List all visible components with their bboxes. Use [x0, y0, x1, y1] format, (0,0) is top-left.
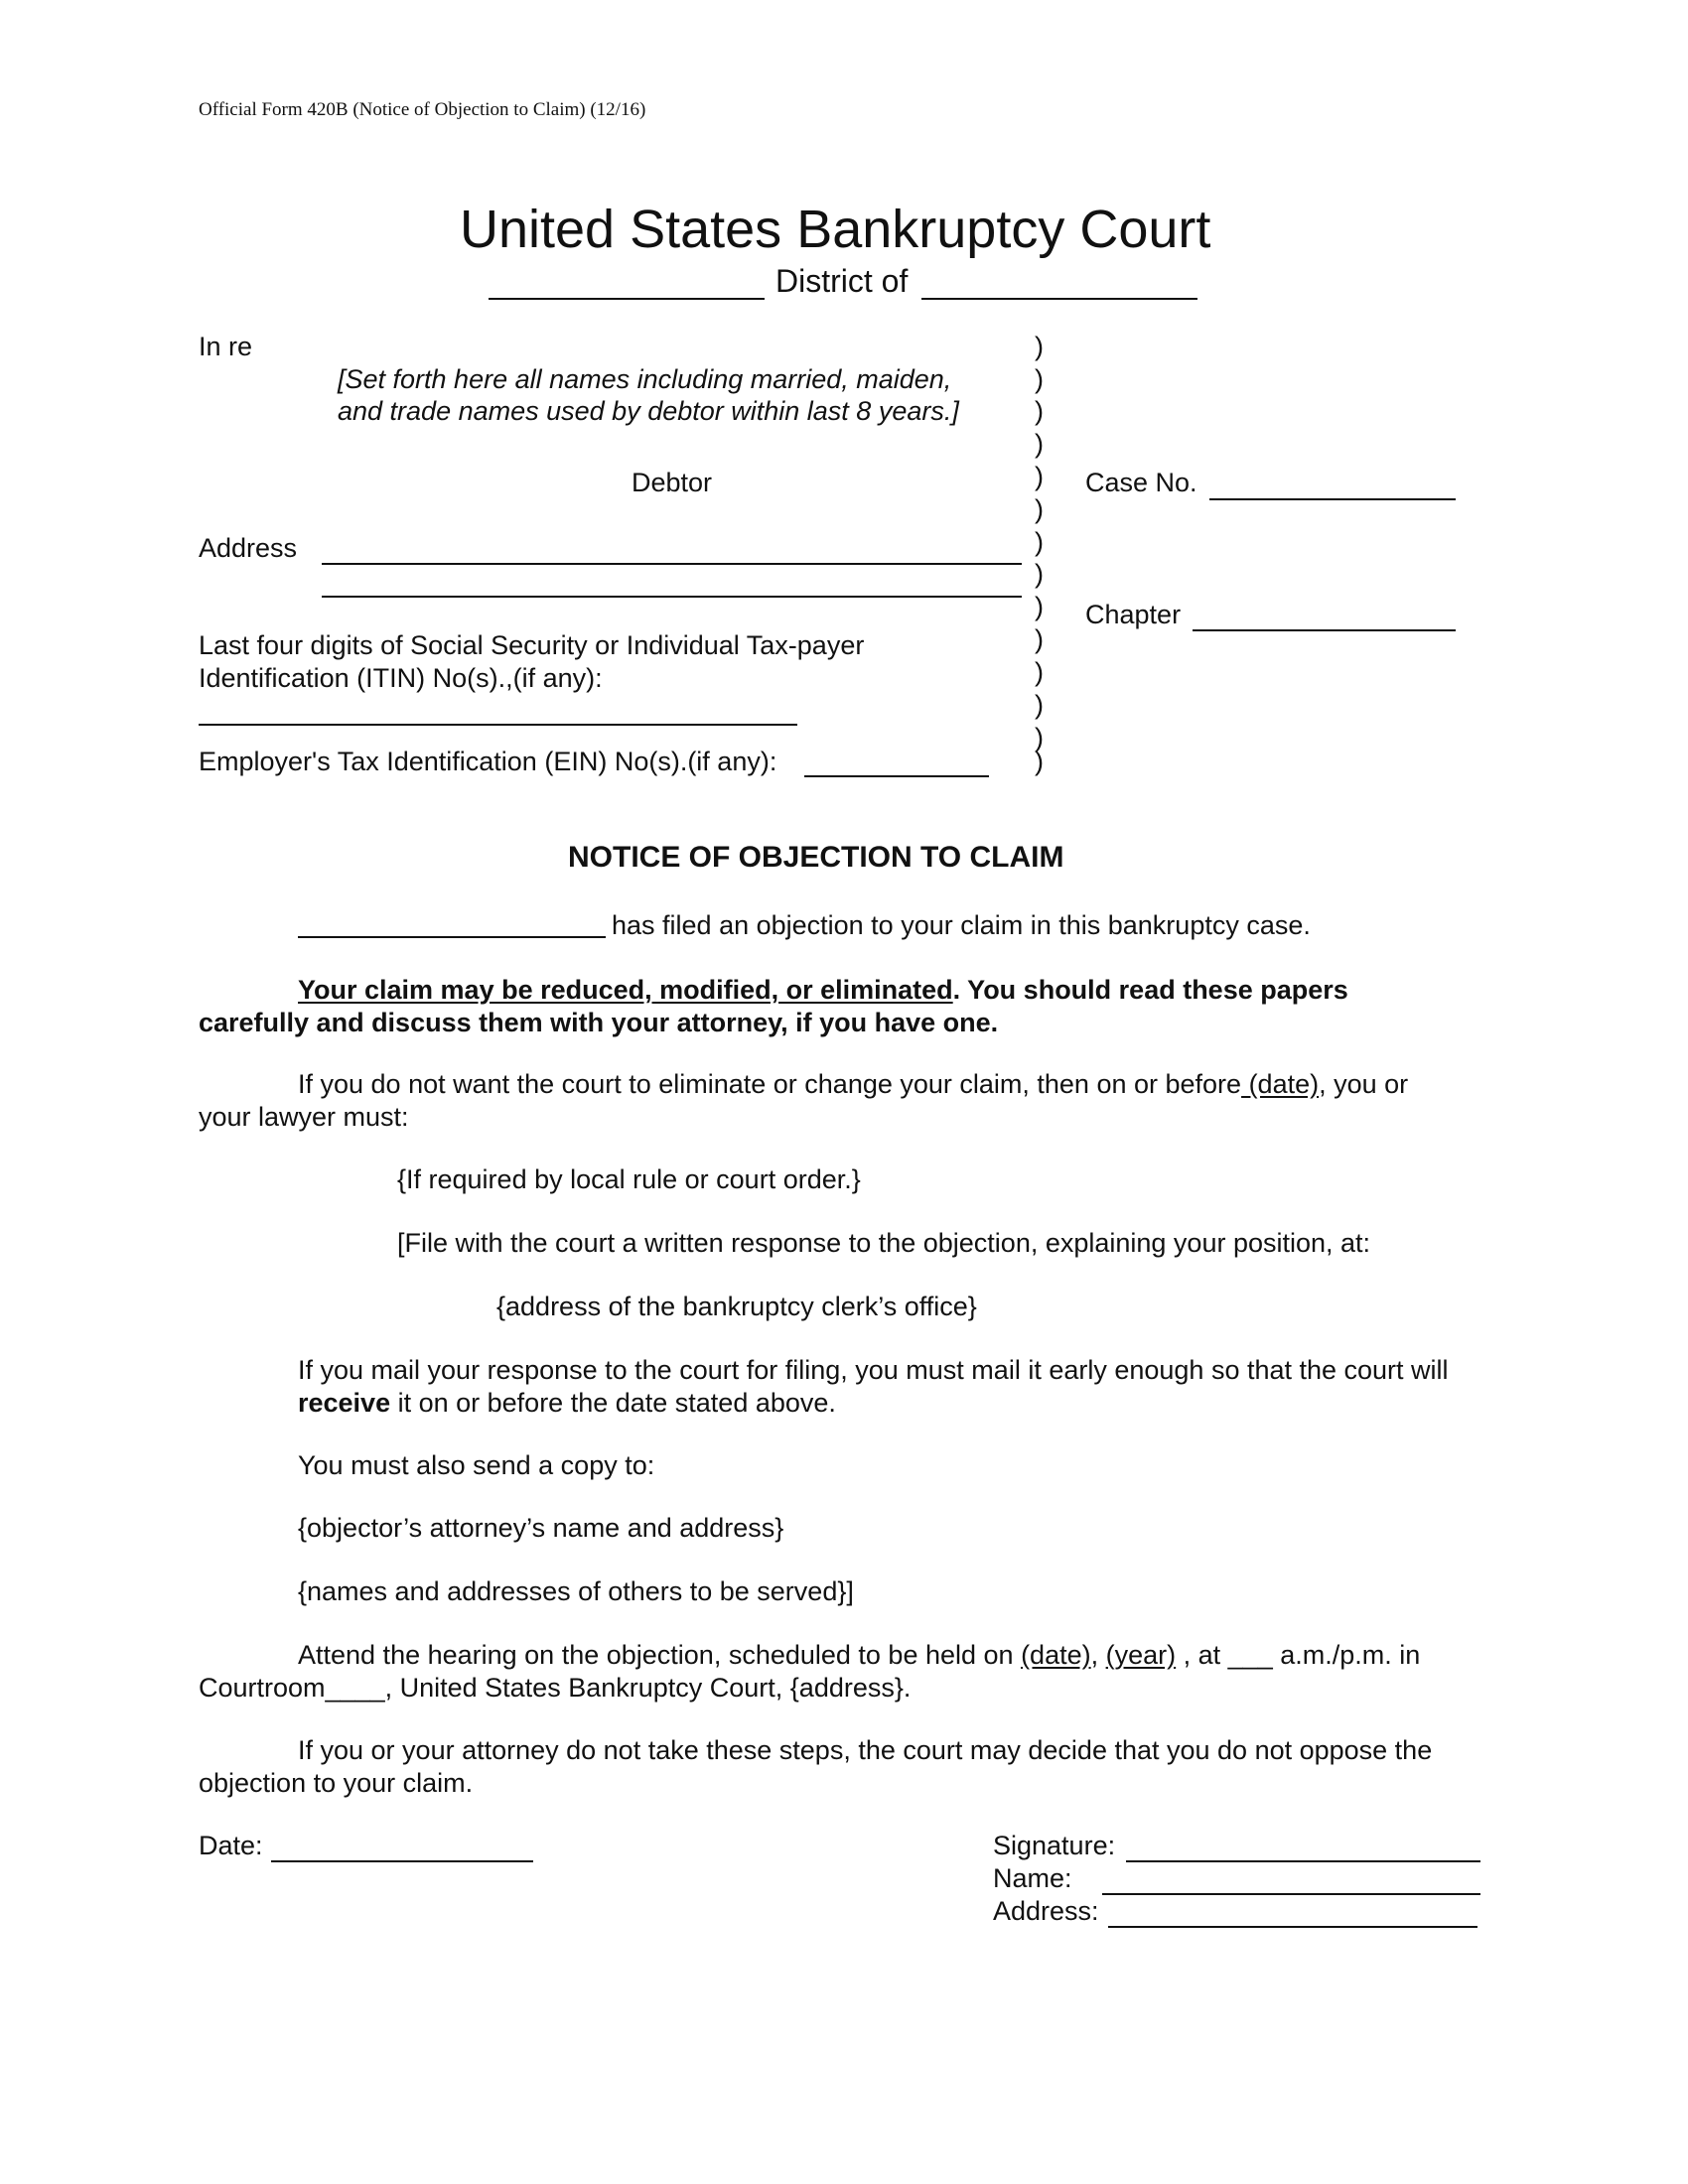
deadline-date-placeholder: (date)	[1241, 1069, 1320, 1099]
names-note-line2: and trade names used by debtor within last 8 years.]	[338, 396, 959, 426]
ssn-label-line2: Identification (ITIN) No(s).,(if any):	[199, 663, 603, 693]
ein-field[interactable]	[804, 775, 989, 777]
caption-paren: )	[1035, 429, 1044, 459]
local-rule-note: {If required by local rule or court order.}	[397, 1164, 861, 1194]
district-label: District of	[775, 263, 909, 299]
caption-paren: )	[1035, 657, 1044, 687]
caption-paren: )	[1035, 527, 1044, 557]
in-re-label: In re	[199, 332, 253, 361]
mail-rest: it on or before the date stated above.	[390, 1388, 836, 1418]
signer-address-field[interactable]	[1108, 1926, 1477, 1928]
names-note-line1: [Set forth here all names including married, maiden,	[338, 364, 952, 394]
date-label: Date:	[199, 1831, 263, 1860]
warning-underlined: Your claim may be reduced, modified, or eliminated	[298, 975, 953, 1005]
hearing-comma: ,	[1090, 1640, 1106, 1670]
debtor-label: Debtor	[632, 468, 713, 497]
warning-line2: carefully and discuss them with your attorney, if you have one.	[199, 1008, 999, 1037]
deadline-line1	[298, 1068, 1408, 1100]
caption-paren: )	[1035, 747, 1044, 776]
clerk-address: {address of the bankruptcy clerk’s office}	[496, 1292, 977, 1321]
deadline-line2: your lawyer must:	[199, 1102, 409, 1132]
caption-paren: )	[1035, 396, 1044, 426]
hearing-line1	[298, 1639, 1420, 1671]
date-field[interactable]	[271, 1860, 533, 1862]
form-id: Official Form 420B (Notice of Objection to Claim) (12/16)	[199, 99, 646, 120]
hearing-line2: Courtroom____, United States Bankruptcy Court, {address}.	[199, 1673, 912, 1703]
signature-label: Signature:	[993, 1831, 1116, 1860]
final-warning-line1: If you or your attorney do not take these steps, the court may decide that you do not oppose the	[298, 1735, 1433, 1765]
copy-to-text: You must also send a copy to:	[298, 1450, 655, 1480]
final-warning-line2: objection to your claim.	[199, 1768, 474, 1798]
others-served-placeholder: {names and addresses of others to be served}]	[298, 1576, 854, 1606]
warning-rest: . You should read these papers	[952, 975, 1348, 1005]
chapter-field[interactable]	[1193, 629, 1456, 631]
mail-line1: If you mail your response to the court for filing, you must mail it early enough so that the court will	[298, 1355, 1449, 1385]
caption-paren: )	[1035, 592, 1044, 621]
signature-field[interactable]	[1126, 1860, 1480, 1862]
hearing-year-placeholder: (year)	[1105, 1640, 1177, 1670]
mail-line2	[298, 1387, 836, 1419]
address-line-2[interactable]	[322, 596, 1022, 598]
district-blank-left[interactable]	[489, 298, 765, 300]
deadline-text-end: , you or	[1319, 1069, 1409, 1099]
notice-title: NOTICE OF OBJECTION TO CLAIM	[568, 841, 1064, 874]
caption-paren: )	[1035, 494, 1044, 524]
caption-paren: )	[1035, 690, 1044, 720]
case-no-label: Case No.	[1085, 468, 1197, 497]
warning-line1	[298, 974, 1348, 1006]
caption-paren: )	[1035, 723, 1044, 752]
filed-objection-text: has filed an objection to your claim in this bankruptcy case.	[612, 910, 1311, 940]
objector-attorney-placeholder: {objector’s attorney’s name and address}	[298, 1513, 784, 1543]
caption-paren: )	[1035, 332, 1044, 361]
ssn-field[interactable]	[199, 724, 797, 726]
name-field[interactable]	[1102, 1893, 1480, 1895]
ein-label: Employer's Tax Identification (EIN) No(s).(if any):	[199, 747, 777, 776]
case-no-field[interactable]	[1209, 498, 1456, 500]
chapter-label: Chapter	[1085, 600, 1182, 629]
hearing-time-text: , at ___ a.m./p.m. in	[1176, 1640, 1421, 1670]
caption-paren: )	[1035, 624, 1044, 654]
court-title: United States Bankruptcy Court	[460, 200, 1211, 259]
ssn-label-line1: Last four digits of Social Security or Individual Tax-payer	[199, 630, 865, 660]
signer-address-label: Address:	[993, 1896, 1099, 1926]
objector-name-blank[interactable]	[298, 936, 606, 938]
mail-receive-bold: receive	[298, 1388, 391, 1418]
name-label: Name:	[993, 1863, 1072, 1893]
caption-paren: )	[1035, 462, 1044, 491]
address-line-1[interactable]	[322, 563, 1022, 565]
file-response-instruction: [File with the court a written response to the objection, explaining your position, at:	[397, 1228, 1371, 1258]
address-label: Address	[199, 533, 298, 563]
caption-paren: )	[1035, 364, 1044, 394]
hearing-text: Attend the hearing on the objection, scheduled to be held on	[298, 1640, 1022, 1670]
deadline-text: If you do not want the court to eliminate or change your claim, then on or before	[298, 1069, 1242, 1099]
caption-paren: )	[1035, 559, 1044, 589]
district-blank-right[interactable]	[921, 298, 1197, 300]
hearing-date-placeholder: (date)	[1021, 1640, 1091, 1670]
